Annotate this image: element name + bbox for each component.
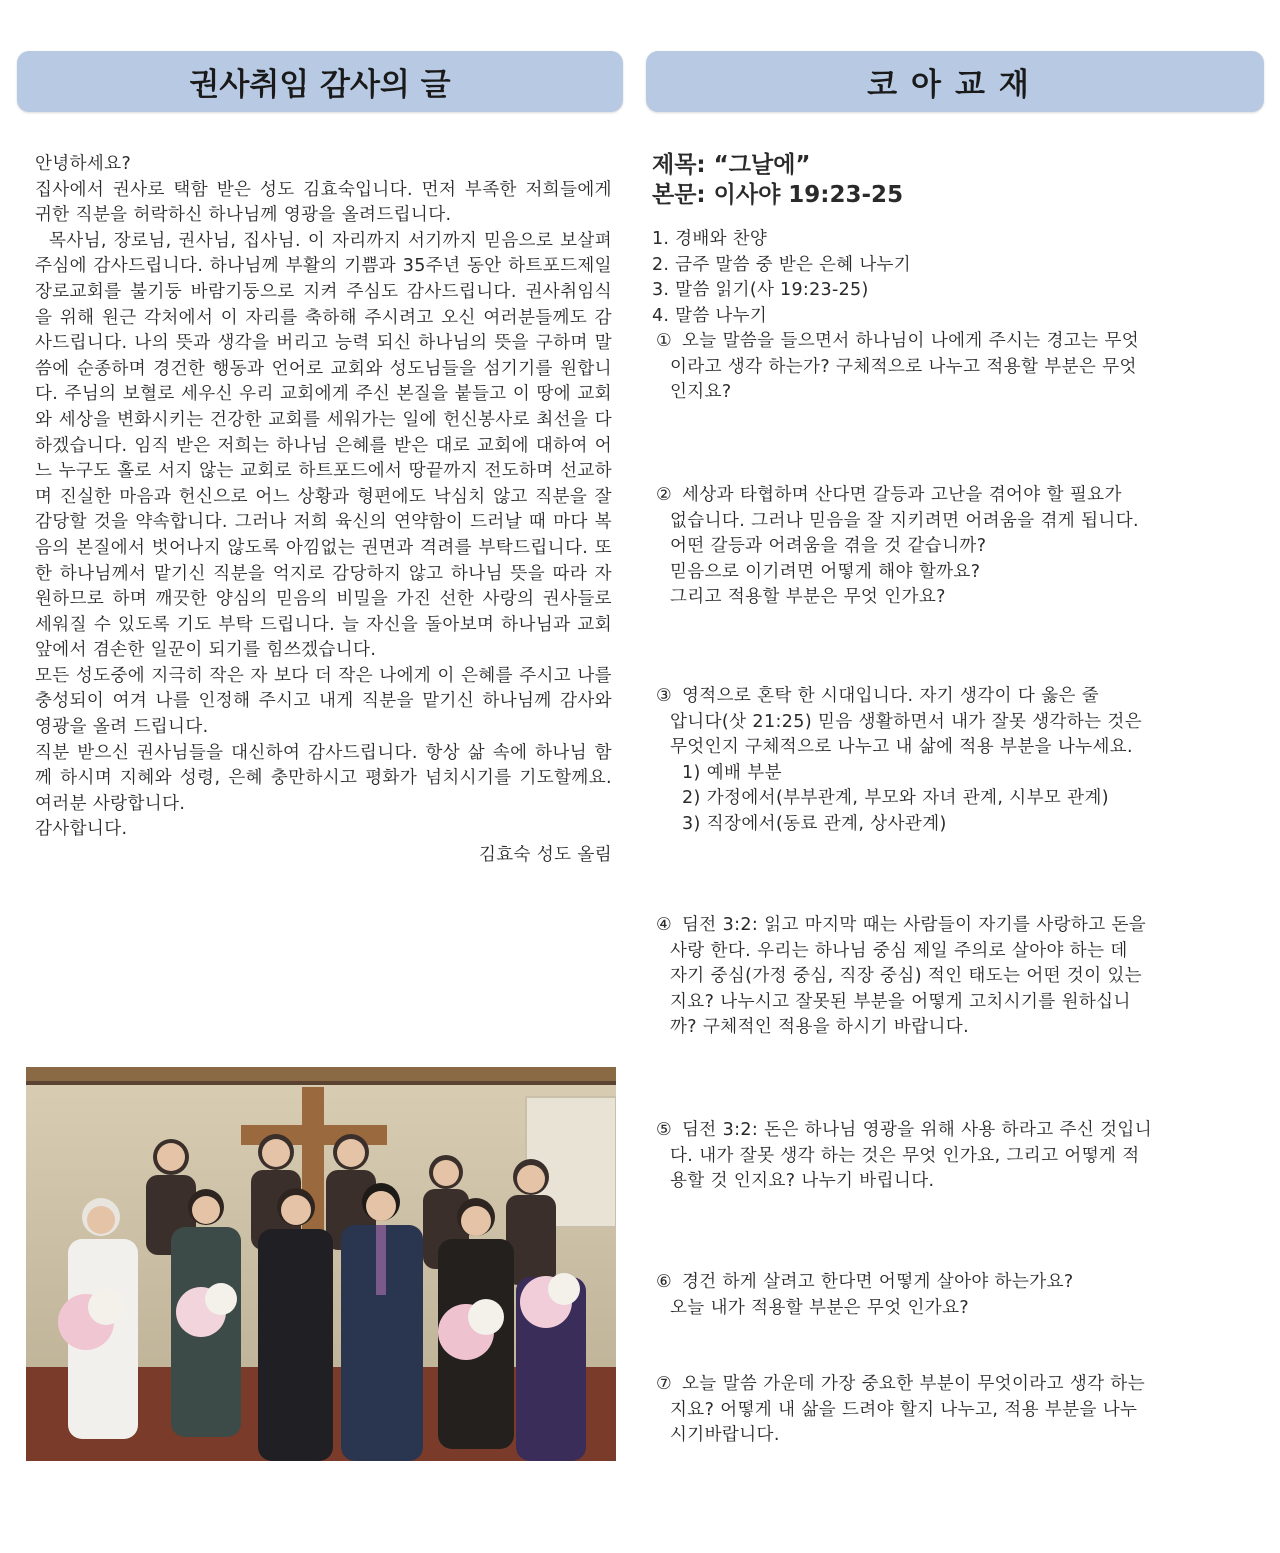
question-line: 그리고 적용할 부분은 무엇 인가요? (670, 587, 946, 608)
group-photo (26, 1067, 616, 1461)
question-line: 믿음으로 이기려면 어떻게 해야 할까요? (670, 561, 981, 582)
question-line: 자기 중심(가정 중심, 직장 중심) 적인 태도는 어떤 것이 있는 (670, 966, 1143, 987)
question-sub-item: 3) 직장에서(동료 관계, 상사관계) (682, 813, 947, 834)
question-1 (656, 329, 1264, 406)
question-line: 용할 것 인지요? 나누기 바립니다. (670, 1171, 935, 1192)
question-line: 오늘 내가 적용할 부분은 무엇 인가요? (670, 1297, 970, 1318)
question-number: ⑥ (656, 1272, 673, 1292)
left-section-header: 권사취임 감사의 글 (17, 51, 623, 112)
question-sub-item: 2) 가정에서(부부관계, 부모와 자녀 관계, 시부모 관계) (682, 788, 1110, 809)
thank-you-letter (35, 152, 612, 869)
letter-signature: 김효숙 성도 올림 (478, 845, 612, 866)
question-line: 경건 하게 살려고 한다면 어떻게 살아야 하는가요? (682, 1272, 1074, 1292)
letter-paragraph-3: 모든 성도중에 지극히 작은 자 보다 더 작은 나에게 이 은혜를 주시고 나를 충성되이 여겨 나를 인정해 주시고 내게 직분을 맡기신 하나님께 감사와 영광을 올려 드립니다. (35, 665, 612, 738)
question-7 (656, 1372, 1264, 1449)
group-photo-illustration (26, 1067, 616, 1461)
outline-item: 3. 말씀 읽기(사 19:23-25) (652, 280, 869, 301)
question-line: 딤전 3:2: 돈은 하나님 영광을 위해 사용 하라고 주신 것입니 (682, 1120, 1153, 1140)
study-passage: 본문: 이사야 19:23-25 (652, 182, 904, 208)
question-line: 오늘 말씀을 들으면서 하나님이 나에게 주시는 경고는 무엇 (682, 331, 1140, 351)
question-number: ⑤ (656, 1120, 673, 1140)
question-sub-item: 1) 예배 부분 (682, 762, 782, 783)
question-number: ② (656, 485, 673, 505)
outline-item: 2. 금주 말씀 중 받은 은혜 나누기 (652, 254, 911, 275)
study-heading (652, 150, 1266, 210)
question-line: 압니다(삿 21:25) 믿음 생활하면서 내가 잘못 생각하는 것은 (670, 711, 1143, 732)
question-6 (656, 1270, 1264, 1321)
letter-greeting: 안녕하세요? (35, 154, 132, 174)
study-title: 제목: “그날에” (652, 152, 811, 178)
question-line: 이라고 생각 하는가? 구체적으로 나누고 적용할 부분은 무엇 (670, 356, 1137, 377)
question-line: 무엇인지 구체적으로 나누고 내 삶에 적용 부분을 나누세요. (670, 737, 1134, 758)
question-4 (656, 913, 1264, 1041)
question-line: 다. 내가 잘못 생각 하는 것은 무엇 인가요, 그리고 어떻게 적 (670, 1145, 1140, 1166)
question-3 (656, 684, 1264, 838)
question-line: 없습니다. 그러나 믿음을 잘 지키려면 어려움을 겪게 됩니다. (670, 510, 1139, 531)
question-line: 오늘 말씀 가운데 가장 중요한 부분이 무엇이라고 생각 하는 (682, 1374, 1146, 1394)
question-number: ③ (656, 686, 673, 706)
letter-paragraph-2: 목사님, 장로님, 권사님, 집사님. 이 자리까지 서기까지 믿음으로 보살펴 주심에 감사드립니다. 하나님께 부활의 기쁨과 35주년 동안 하트포드제일장로교회를 불기둥 바람기둥으로 지켜 주심도 감사드립니다. 권사취임식을 위해 원근 각처에서 이 자리를 축하해 주시려고 오신 여러분들께도 감사드립니다. 나의 뜻과 생각을 버리고 능력 되신 하나님의 뜻을 구하며 말씀에 순종하며 경건한 행동과 언어로 교회와 성도님들을 섬기기를 원합니다. 주님의 보혈로 세우신 우리 교회에게 주신 본질을 붙들고 이 땅에 교회와 세상을 변화시키는 건강한 교회를 세워가는 일에 헌신봉사로 최선을 다 하겠습니다. 임직 받은 저희는 하나님 은혜를 받은 대로 교회에 대하여 어느 누구도 홀로 서지 않는 교회로 하트포드에서 땅끝까지 전도하며 선교하며 진실한 마음과 헌신으로 어느 상황과 형편에도 낙심치 않고 직분을 잘 감당할 것을 약속합니다. 그러나 저희 육신의 연약함이 드러날 때 마다 복음의 본질에서 벗어나지 않도록 아낌없는 권면과 격려를 부탁드립니다. 또한 하나님께서 맡기신 직분을 억지로 감당하지 않고 하나님 뜻을 따라 자원하므로 하며 깨끗한 양심의 믿음의 비밀을 가진 선한 사랑의 권사들로 세워질 수 있도록 기도 부탁 드립니다. 늘 자신을 돌아보며 하나님과 교회 앞에서 겸손한 일꾼이 되기를 힘쓰겠습니다. (35, 230, 612, 661)
right-section-header: 코아교재 (646, 51, 1264, 112)
letter-paragraph-4: 직분 받으신 권사님들을 대신하여 감사드립니다. 항상 삶 속에 하나님 함께 하시며 지혜와 성령, 은혜 충만하시고 평화가 넘치시기를 기도할께요. 여러분 사랑합니다. (35, 742, 612, 814)
question-number: ⑦ (656, 1374, 673, 1394)
question-line: 지요? 나누시고 잘못된 부분을 어떻게 고치시기를 원하십니 (670, 991, 1131, 1012)
letter-paragraph-1: 집사에서 권사로 택함 받은 성도 김효숙입니다. 먼저 부족한 저희들에게 귀한 직분을 허락하신 하나님께 영광을 올려드립니다. (35, 179, 612, 226)
question-line: 어떤 갈등과 어려움을 겪을 것 같습니까? (670, 536, 987, 557)
question-line: 지요? 어떻게 내 삶을 드려야 할지 나누고, 적용 부분을 나누 (670, 1399, 1138, 1420)
study-outline (652, 227, 1266, 329)
question-5 (656, 1118, 1264, 1195)
question-line: 인지요? (670, 382, 732, 403)
question-line: 딤전 3:2: 읽고 마지막 때는 사람들이 자기를 사랑하고 돈을 (682, 915, 1147, 935)
outline-item: 4. 말씀 나누기 (652, 305, 768, 326)
letter-closing: 감사합니다. (35, 819, 128, 840)
question-line: 세상과 타협하며 산다면 갈등과 고난을 겪어야 할 필요가 (682, 485, 1122, 505)
outline-item: 1. 경배와 찬양 (652, 229, 768, 249)
question-2 (656, 483, 1264, 611)
question-line: 까? 구체적인 적용을 하시기 바랍니다. (670, 1017, 970, 1038)
question-line: 영적으로 혼탁 한 시대입니다. 자기 생각이 다 옳은 줄 (682, 686, 1100, 706)
question-line: 사랑 한다. 우리는 하나님 중심 제일 주의로 살아야 하는 데 (670, 940, 1128, 961)
question-number: ① (656, 331, 673, 351)
question-line: 시기바랍니다. (670, 1425, 780, 1446)
question-number: ④ (656, 915, 673, 935)
